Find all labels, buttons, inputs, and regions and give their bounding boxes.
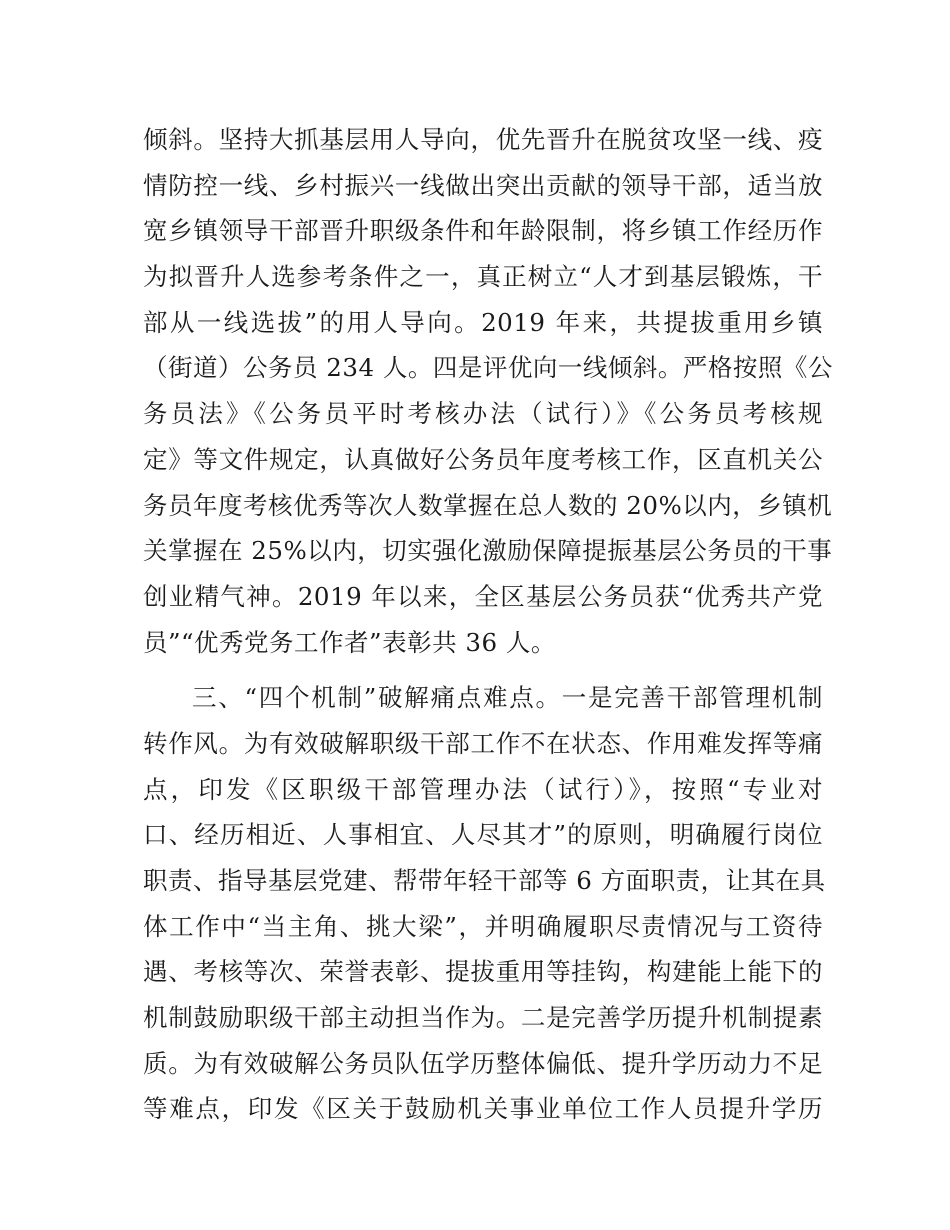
- paragraph-line: 部从一线选拔”的用人导向。2019 年来，共提拔重用乡镇: [143, 307, 823, 337]
- paragraph-2: [143, 675, 826, 1132]
- paragraph-line: 三、“四个机制”破解痛点难点。一是完善干部管理机制: [192, 683, 823, 713]
- document-body: [143, 117, 833, 1132]
- paragraph-line: 务员法》《公务员平时考核办法（试行）》《公务员考核规: [143, 399, 823, 429]
- paragraph-line: 遇、考核等次、荣誉表彰、提拔重用等挂钩，构建能上能下的: [143, 957, 823, 987]
- paragraph-line: 质。为有效破解公务员队伍学历整体偏低、提升学历动力不足: [143, 1048, 823, 1078]
- paragraph-line: 机制鼓励职级干部主动担当作为。二是完善学历提升机制提素: [143, 1003, 823, 1033]
- paragraph-line: 员”“优秀党务工作者”表彰共 36 人。: [143, 627, 556, 657]
- paragraph-line: 为拟晋升人选参考条件之一，真正树立“人才到基层锻炼，干: [143, 262, 823, 292]
- paragraph-1: [143, 117, 833, 665]
- paragraph-line: 口、经历相近、人事相宜、人尽其才”的原则，明确履行岗位: [143, 820, 823, 850]
- paragraph-line: 职责、指导基层党建、帮带年轻干部等 6 方面职责，让其在具: [143, 866, 826, 895]
- paragraph-line: 宽乡镇领导干部晋升职级条件和年龄限制，将乡镇工作经历作: [143, 216, 823, 246]
- paragraph-line: （街道）公务员 234 人。四是评优向一线倾斜。严格按照《公: [143, 353, 833, 383]
- paragraph-spacer: [143, 665, 823, 675]
- paragraph-line: 体工作中“当主角、挑大梁”，并明确履职尽责情况与工资待: [143, 911, 823, 941]
- paragraph-line: 倾斜。坚持大抓基层用人导向，优先晋升在脱贫攻坚一线、疫: [143, 125, 823, 154]
- paragraph-line: 点，印发《区职级干部管理办法（试行）》，按照“专业对: [143, 774, 823, 804]
- paragraph-line: 务员年度考核优秀等次人数掌握在总人数的 20%以内，乡镇机: [143, 490, 833, 520]
- paragraph-line: 创业精气神。2019 年以来，全区基层公务员获“优秀共产党: [143, 581, 823, 611]
- paragraph-line: 转作风。为有效破解职级干部工作不在状态、作用难发挥等痛: [143, 728, 823, 758]
- paragraph-line: 情防控一线、乡村振兴一线做出突出贡献的领导干部，适当放: [143, 170, 823, 200]
- paragraph-line: 等难点，印发《区关于鼓励机关事业单位工作人员提升学历: [143, 1094, 823, 1124]
- paragraph-line: 关掌握在 25%以内，切实强化激励保障提振基层公务员的干事: [143, 536, 833, 566]
- paragraph-line: 定》等文件规定，认真做好公务员年度考核工作，区直机关公: [143, 444, 823, 474]
